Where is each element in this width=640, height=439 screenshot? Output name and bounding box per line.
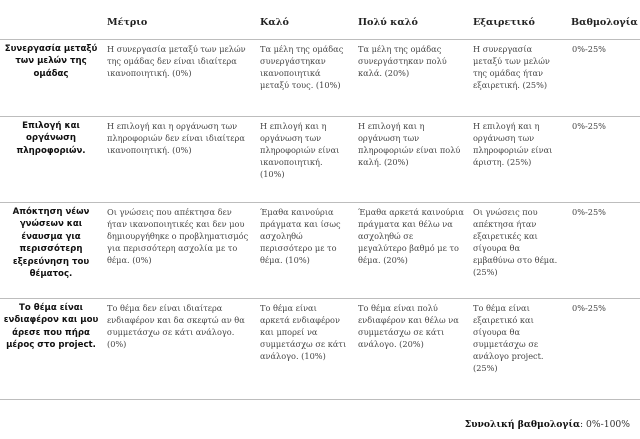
row-heading: Το θέμα είναι ενδιαφέρον και μου άρεσε που πήρα μέρος στο project. — [3, 303, 99, 351]
rubric-table — [0, 7, 640, 400]
table-cell: Η επιλογή και η οργάνωση των πληροφοριών δεν είναι ιδιαίτερα ικανοποιητική. (0%) — [107, 121, 245, 156]
row-heading: Συνεργασία μεταξύ των μελών της ομάδας — [4, 44, 98, 79]
table-cell: Το θέμα είναι αρκετά ενδιαφέρον και μπορεί να συμμετάσχω σε κάτι ανάλογο. (10%) — [260, 303, 347, 362]
table-cell: Τα μέλη της ομάδας συνεργάστηκαν ικανοποιητικά μεταξύ τους. (10%) — [260, 44, 344, 91]
table-cell: Η επιλογή και η οργάνωση των πληροφοριών είναι ικανοποιητική. (10%) — [260, 121, 340, 180]
header-col-excellent: Εξαιρετικό — [473, 17, 535, 28]
header-col-score: Βαθμολογία — [571, 17, 638, 28]
total-score — [465, 419, 630, 430]
table-cell: Η συνεργασία μεταξύ των μελών της ομάδας δεν είναι ιδιαίτερα ικανοποιητική. (0%) — [107, 44, 246, 79]
table-cell: Η επιλογή και η οργάνωση των πληροφοριών είναι πολύ καλή. (20%) — [358, 121, 461, 168]
table-cell: Το θέμα είναι πολύ ενδιαφέρον και θέλω να συμμετάσχω σε κάτι ανάλογο. (20%) — [358, 303, 459, 350]
table-row — [0, 299, 640, 400]
table-row — [0, 117, 640, 203]
table-cell: Το θέμα είναι εξαιρετικό και σίγουρα θα συμμετάσχω σε ανάλογο project. (25%) — [473, 303, 544, 374]
header-corner — [0, 7, 102, 39]
score-cell: 0%-25% — [572, 207, 606, 217]
table-cell: Η επιλογή και η οργάνωση των πληροφοριών είναι άριστη. (25%) — [473, 121, 553, 168]
table-cell: Το θέμα δεν είναι ιδιαίτερα ενδιαφέρον και δα σκεφτώ αν θα συμμετάσχω σε κάτι ανάλογο. (0%) — [107, 303, 245, 350]
table-cell: Οι γνώσεις που απέκτησα ήταν εξαιρετικές και σίγουρα θα εμβαθύνω στο θέμα. (25%) — [473, 207, 558, 278]
header-row — [0, 7, 640, 40]
table-cell: Οι γνώσεις που απέκτησα δεν ήταν ικανοποιητικές και δεν μου δημιουργήθηκε ο προβληματισμός για περισσότερη ασχολία με το θέμα. (0%) — [107, 207, 249, 266]
table-cell: Έμαθα αρκετά καινούρια πράγματα και θέλω να ασχοληθώ σε μεγαλύτερο βαθμό με το θέμα. (20%) — [358, 207, 464, 266]
total-score-value: : 0%-100% — [580, 419, 630, 430]
header-col-average: Μέτριο — [107, 17, 148, 28]
header-col-very-good: Πολύ καλό — [358, 17, 418, 28]
table-cell: Η συνεργασία μεταξύ των μελών της ομάδας ήταν εξαιρετική. (25%) — [473, 44, 550, 91]
score-cell: 0%-25% — [572, 303, 606, 313]
table-cell: Έμαθα καινούρια πράγματα και ίσως ασχοληθώ περισσότερο με το θέμα. (10%) — [260, 207, 341, 266]
table-row — [0, 40, 640, 117]
row-heading: Απόκτηση νέων γνώσεων και έναυσμα για περισσότερη εξερεύνηση του θέματος. — [12, 207, 90, 280]
header-col-good: Καλό — [260, 17, 289, 28]
table-cell: Τα μέλη της ομάδας συνεργάστηκαν πολύ καλά. (20%) — [358, 44, 447, 79]
score-cell: 0%-25% — [572, 121, 606, 131]
row-heading: Επιλογή και οργάνωση πληροφοριών. — [16, 121, 86, 156]
score-cell: 0%-25% — [572, 44, 606, 54]
total-score-label: Συνολική βαθμολογία — [464, 419, 581, 430]
table-row — [0, 203, 640, 299]
